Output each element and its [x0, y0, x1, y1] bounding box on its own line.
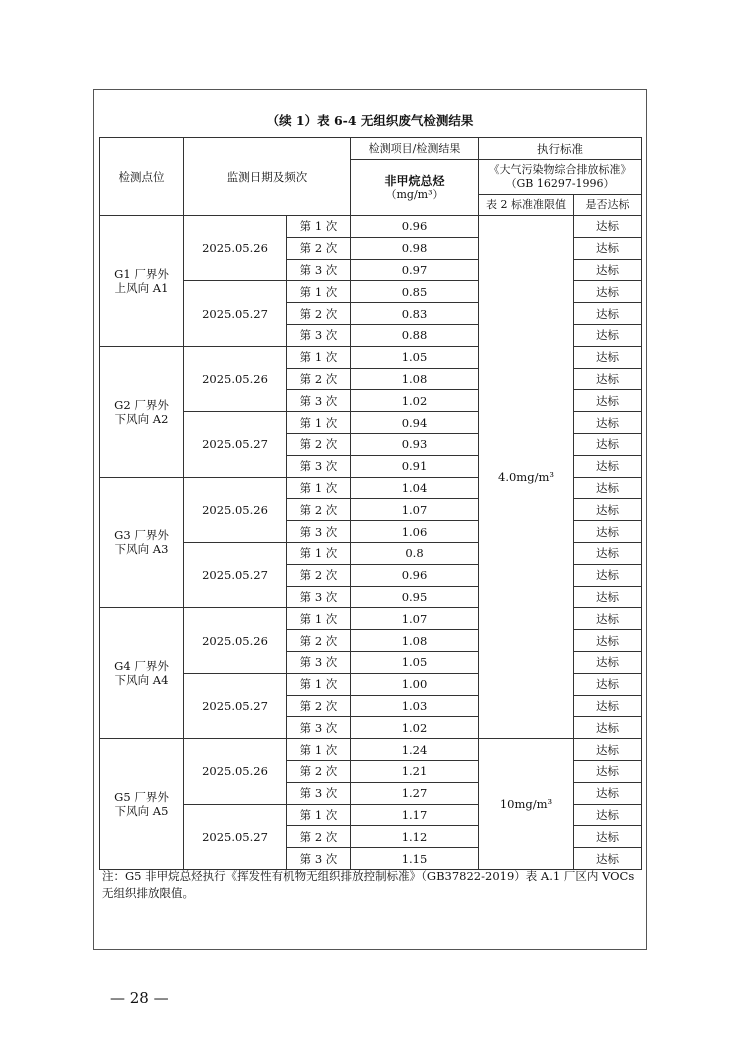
- time-cell: 第 1 次: [287, 542, 351, 564]
- value-cell: 1.08: [351, 630, 479, 652]
- results-table: [99, 137, 642, 870]
- header-limit: 表 2 标准准限值: [479, 195, 574, 216]
- time-cell: 第 1 次: [287, 673, 351, 695]
- point-cell: G4 厂界外下风向 A4: [100, 608, 184, 739]
- table-row: [100, 216, 642, 238]
- value-cell: 1.04: [351, 477, 479, 499]
- time-cell: 第 2 次: [287, 630, 351, 652]
- pass-cell: 达标: [574, 259, 642, 281]
- time-cell: 第 3 次: [287, 586, 351, 608]
- time-cell: 第 2 次: [287, 499, 351, 521]
- pass-cell: 达标: [574, 412, 642, 434]
- value-cell: 0.8: [351, 542, 479, 564]
- time-cell: 第 3 次: [287, 521, 351, 543]
- value-cell: 1.17: [351, 804, 479, 826]
- date-cell: 2025.05.27: [184, 673, 287, 738]
- value-cell: 0.95: [351, 586, 479, 608]
- pass-cell: 达标: [574, 586, 642, 608]
- time-cell: 第 2 次: [287, 303, 351, 325]
- time-cell: 第 1 次: [287, 281, 351, 303]
- value-cell: 1.02: [351, 717, 479, 739]
- time-cell: 第 2 次: [287, 237, 351, 259]
- date-cell: 2025.05.26: [184, 477, 287, 542]
- header-standard-name: 《大气污染物综合排放标准》（GB 16297-1996）: [479, 160, 642, 195]
- date-cell: 2025.05.27: [184, 412, 287, 477]
- pass-cell: 达标: [574, 521, 642, 543]
- pass-cell: 达标: [574, 455, 642, 477]
- pass-cell: 达标: [574, 739, 642, 761]
- value-cell: 0.94: [351, 412, 479, 434]
- date-cell: 2025.05.27: [184, 804, 287, 869]
- time-cell: 第 3 次: [287, 455, 351, 477]
- time-cell: 第 2 次: [287, 433, 351, 455]
- pollutant-name: 非甲烷总烃: [384, 173, 445, 188]
- time-cell: 第 1 次: [287, 804, 351, 826]
- value-cell: 0.96: [351, 216, 479, 238]
- pass-cell: 达标: [574, 303, 642, 325]
- header-pass: 是否达标: [574, 195, 642, 216]
- time-cell: 第 1 次: [287, 346, 351, 368]
- time-cell: 第 3 次: [287, 390, 351, 412]
- date-cell: 2025.05.26: [184, 608, 287, 673]
- value-cell: 1.15: [351, 848, 479, 870]
- pass-cell: 达标: [574, 760, 642, 782]
- pass-cell: 达标: [574, 804, 642, 826]
- pass-cell: 达标: [574, 717, 642, 739]
- time-cell: 第 3 次: [287, 259, 351, 281]
- date-cell: 2025.05.26: [184, 346, 287, 411]
- time-cell: 第 1 次: [287, 739, 351, 761]
- point-cell: G1 厂界外上风向 A1: [100, 216, 184, 347]
- value-cell: 1.02: [351, 390, 479, 412]
- pass-cell: 达标: [574, 608, 642, 630]
- time-cell: 第 3 次: [287, 324, 351, 346]
- date-cell: 2025.05.27: [184, 542, 287, 607]
- results-body: [100, 216, 642, 870]
- value-cell: 1.03: [351, 695, 479, 717]
- date-cell: 2025.05.26: [184, 216, 287, 281]
- value-cell: 1.08: [351, 368, 479, 390]
- pollutant-unit: （mg/m³）: [385, 187, 444, 201]
- value-cell: 0.96: [351, 564, 479, 586]
- header-date-freq: 监测日期及频次: [184, 138, 351, 216]
- pass-cell: 达标: [574, 673, 642, 695]
- point-cell: G3 厂界外下风向 A3: [100, 477, 184, 608]
- point-cell: G2 厂界外下风向 A2: [100, 346, 184, 477]
- pass-cell: 达标: [574, 630, 642, 652]
- time-cell: 第 3 次: [287, 782, 351, 804]
- date-cell: 2025.05.27: [184, 281, 287, 346]
- value-cell: 1.24: [351, 739, 479, 761]
- value-cell: 0.91: [351, 455, 479, 477]
- value-cell: 0.97: [351, 259, 479, 281]
- value-cell: 1.12: [351, 826, 479, 848]
- header-standard: 执行标准: [479, 138, 642, 160]
- header-pollutant: [351, 160, 479, 216]
- value-cell: 1.00: [351, 673, 479, 695]
- pass-cell: 达标: [574, 390, 642, 412]
- table-row: [100, 739, 642, 761]
- pass-cell: 达标: [574, 477, 642, 499]
- header-point: 检测点位: [100, 138, 184, 216]
- pass-cell: 达标: [574, 651, 642, 673]
- time-cell: 第 2 次: [287, 564, 351, 586]
- pass-cell: 达标: [574, 346, 642, 368]
- value-cell: 0.88: [351, 324, 479, 346]
- value-cell: 1.07: [351, 608, 479, 630]
- time-cell: 第 2 次: [287, 695, 351, 717]
- time-cell: 第 1 次: [287, 412, 351, 434]
- time-cell: 第 1 次: [287, 477, 351, 499]
- time-cell: 第 3 次: [287, 651, 351, 673]
- time-cell: 第 2 次: [287, 760, 351, 782]
- value-cell: 1.05: [351, 651, 479, 673]
- value-cell: 1.06: [351, 521, 479, 543]
- value-cell: 0.93: [351, 433, 479, 455]
- pass-cell: 达标: [574, 324, 642, 346]
- header-item-result: 检测项目/检测结果: [351, 138, 479, 160]
- value-cell: 1.05: [351, 346, 479, 368]
- value-cell: 1.27: [351, 782, 479, 804]
- value-cell: 0.83: [351, 303, 479, 325]
- pass-cell: 达标: [574, 826, 642, 848]
- pass-cell: 达标: [574, 368, 642, 390]
- pass-cell: 达标: [574, 564, 642, 586]
- time-cell: 第 3 次: [287, 717, 351, 739]
- pass-cell: 达标: [574, 433, 642, 455]
- pass-cell: 达标: [574, 848, 642, 870]
- time-cell: 第 2 次: [287, 826, 351, 848]
- table-title: （续 1）表 6-4 无组织废气检测结果: [266, 113, 474, 128]
- pass-cell: 达标: [574, 216, 642, 238]
- pass-cell: 达标: [574, 782, 642, 804]
- time-cell: 第 1 次: [287, 216, 351, 238]
- pass-cell: 达标: [574, 237, 642, 259]
- date-cell: 2025.05.26: [184, 739, 287, 804]
- table-note: 注：G5 非甲烷总烃执行《挥发性有机物无组织排放控制标准》（GB37822-2019）表 A.1 厂区内 VOCs 无组织排放限值。: [102, 869, 635, 900]
- value-cell: 0.98: [351, 237, 479, 259]
- limit-cell: 10mg/m³: [479, 739, 574, 870]
- value-cell: 1.21: [351, 760, 479, 782]
- time-cell: 第 1 次: [287, 608, 351, 630]
- point-cell: G5 厂界外下风向 A5: [100, 739, 184, 870]
- value-cell: 0.85: [351, 281, 479, 303]
- value-cell: 1.07: [351, 499, 479, 521]
- pass-cell: 达标: [574, 281, 642, 303]
- pass-cell: 达标: [574, 695, 642, 717]
- limit-cell: 4.0mg/m³: [479, 216, 574, 739]
- pass-cell: 达标: [574, 499, 642, 521]
- time-cell: 第 3 次: [287, 848, 351, 870]
- time-cell: 第 2 次: [287, 368, 351, 390]
- page-number: — 28 —: [110, 989, 169, 1007]
- pass-cell: 达标: [574, 542, 642, 564]
